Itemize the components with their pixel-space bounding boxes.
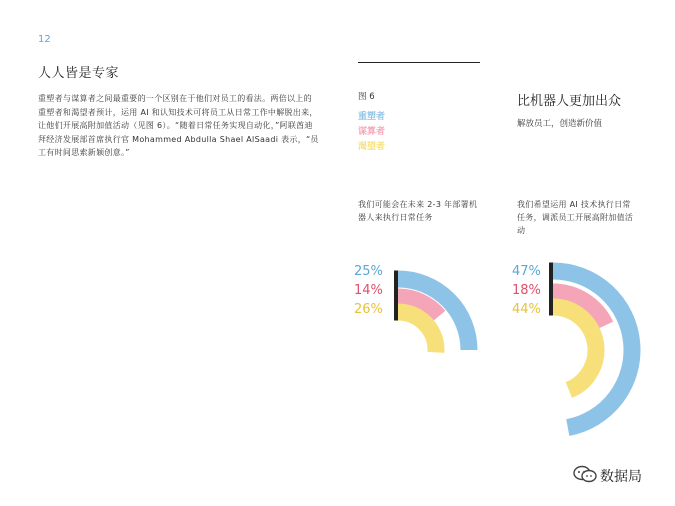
wechat-logo-icon: [572, 464, 598, 488]
chart-2-caption: 我们希望运用 AI 技术执行日常任务，调派员工开展高附加值活动: [517, 200, 634, 235]
page-number: 12: [38, 34, 51, 45]
chart-1-value-aspirant: 26%: [354, 302, 383, 317]
chart-2-value-reshaper: 47%: [512, 264, 541, 279]
chart-2-value-calculator: 18%: [512, 283, 541, 298]
chart-1-caption: 我们可能会在未来 2-3 年部署机器人来执行日常任务: [358, 200, 478, 222]
figure-label: 图 6: [358, 92, 375, 102]
chart-1-value-calculator: 14%: [354, 283, 383, 298]
chart-2-baseline-bar: [549, 263, 553, 316]
chart-1-baseline-bar: [394, 271, 398, 321]
legend-item-reshaper: 重塑者: [358, 112, 386, 122]
body-paragraph: 重塑者与谋算者之间最重要的一个区别在于他们对员工的看法。两倍以上的重塑者和渴望者预计，运用 AI 和认知技术可将员工从日常工作中解脱出来，让他们开展高附加值活动（见图 6）。“随着日常任务实现自动化，”阿联酋迪拜经济发展部首席执行官 Mohammed Abdulla Shael AlSaadi 表示，“员工有时间思索新颖创意。”: [38, 94, 319, 157]
legend-item-aspirant: 渴望者: [358, 142, 386, 152]
section-title: 人人皆是专家: [38, 66, 120, 81]
chart-2-value-aspirant: 44%: [512, 302, 541, 317]
brand-name: 数据局: [600, 469, 642, 485]
chart-1-arc-3: [398, 312, 436, 352]
chart-1-value-reshaper: 25%: [354, 264, 383, 279]
right-title: 比机器人更加出众: [517, 94, 622, 109]
right-subtitle: 解放员工，创造新价值: [517, 119, 603, 129]
legend-item-calculator: 谋算者: [358, 127, 386, 137]
chart-2-arc-3: [553, 307, 596, 390]
